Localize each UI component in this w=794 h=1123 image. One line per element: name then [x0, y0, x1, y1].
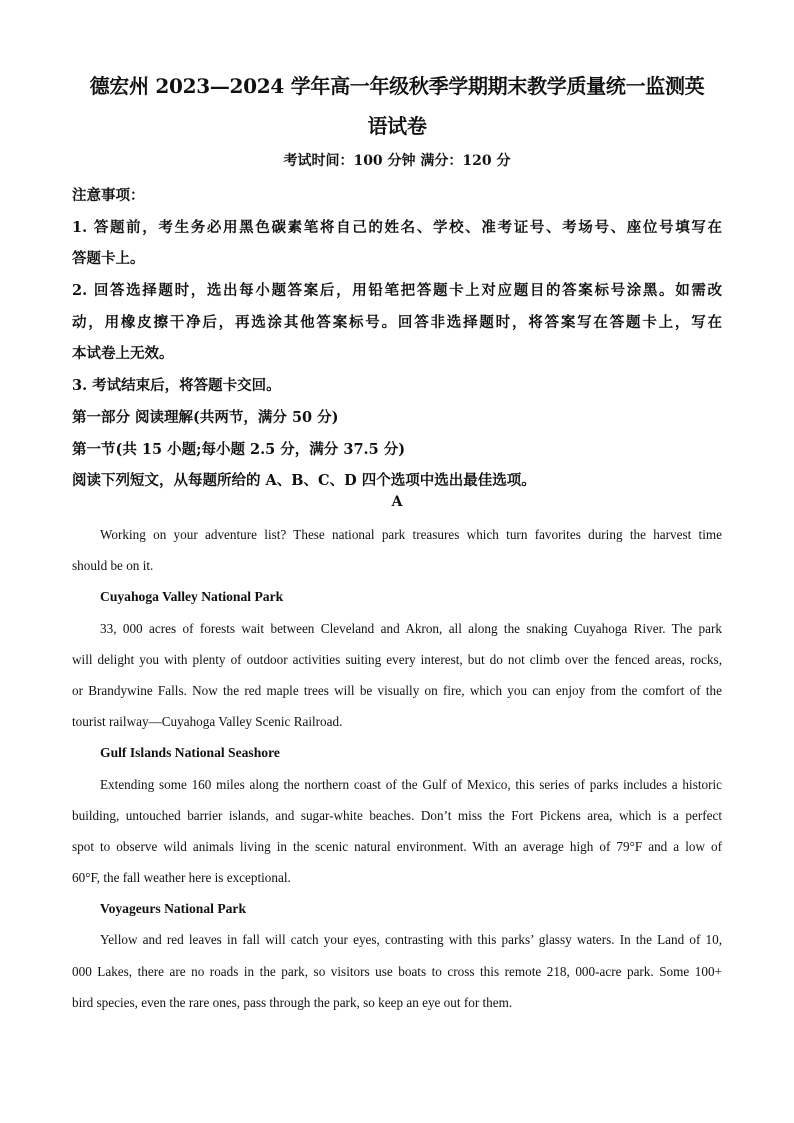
instructions-heading: 注意事项： [72, 187, 145, 204]
exam-title-line-2: 语试卷 [367, 114, 427, 138]
passage-letter: A [391, 494, 403, 510]
instruction-line: 本试卷上无效。 [72, 345, 174, 363]
park-text-line: or Brandywine Falls. Now the red maple trees will be visually on fire, which you can enjoy from the comfort of the [72, 682, 722, 698]
park-text-line: tourist railway—Cuyahoga Valley Scenic Railroad. [72, 714, 343, 730]
park-text-line: Extending some 160 miles along the northern coast of the Gulf of Mexico, this series of parks includes a historic [100, 776, 722, 792]
park-text-line: 33, 000 acres of forests wait between Cleveland and Akron, all along the snaking Cuyahoga River. The park [100, 620, 722, 636]
instruction-line: 2. 回答选择题时，选出每小题答案后，用铅笔把答题卡上对应题目的答案标号涂黑。如需改 [72, 282, 722, 300]
park-text-line: spot to observe wild animals living in the scenic natural environment. With an average high of 79°F and a low of [72, 838, 722, 854]
park-text-line: building, untouched barrier islands, and sugar-white beaches. Don’t miss the Fort Pickens area, which is a perfect [72, 807, 722, 823]
park-heading: Cuyahoga Valley National Park [100, 589, 284, 605]
instruction-line: 动，用橡皮擦干净后，再选涂其他答案标号。回答非选择题时，将答案写在答题卡上，写在 [72, 313, 722, 331]
part-heading: 第一部分 阅读理解(共两节，满分 50 分) [72, 408, 339, 426]
park-text-line: bird species, even the rare ones, pass through the park, so keep an eye out for them. [72, 994, 513, 1010]
park-text-line: Yellow and red leaves in fall will catch your eyes, contrasting with this parks’ glassy waters. In the Land of 10, [100, 932, 722, 948]
section-heading: 第一节(共 15 小题;每小题 2.5 分，满分 37.5 分) [72, 440, 406, 458]
park-text-line: 000 Lakes, there are no roads in the park, so visitors use boats to cross this remote 218, 000-acre park. Some 100+ [72, 963, 722, 979]
reading-directions: 阅读下列短文，从每题所给的 A、B、C、D 四个选项中选出最佳选项。 [72, 472, 536, 490]
park-text-line: 60°F, the fall weather here is exceptional. [72, 870, 291, 886]
passage-intro-line: should be on it. [72, 558, 154, 574]
instruction-line: 3. 考试结束后，将答题卡交回。 [72, 377, 281, 395]
passage-body [72, 519, 722, 1018]
park-heading: Voyageurs National Park [100, 901, 247, 917]
passage-intro-line: Working on your adventure list? These national park treasures which turn favorites during the harvest time [100, 527, 722, 542]
instruction-line: 1. 答题前，考生务必用黑色碳素笔将自己的姓名、学校、准考证号、考场号、座位号填写在 [72, 218, 722, 236]
exam-info: 考试时间：100 分钟 满分：120 分 [283, 153, 511, 169]
exam-title-line-1: 德宏州 2023—2024 学年高一年级秋季学期期末教学质量统一监测英 [89, 74, 705, 98]
instructions [72, 180, 722, 497]
park-heading: Gulf Islands National Seashore [100, 745, 280, 761]
park-text-line: will delight you with plenty of outdoor activities suiting every interest, but do not climb over the fenced areas, rocks, [72, 651, 722, 667]
instruction-line: 答题卡上。 [72, 250, 145, 268]
